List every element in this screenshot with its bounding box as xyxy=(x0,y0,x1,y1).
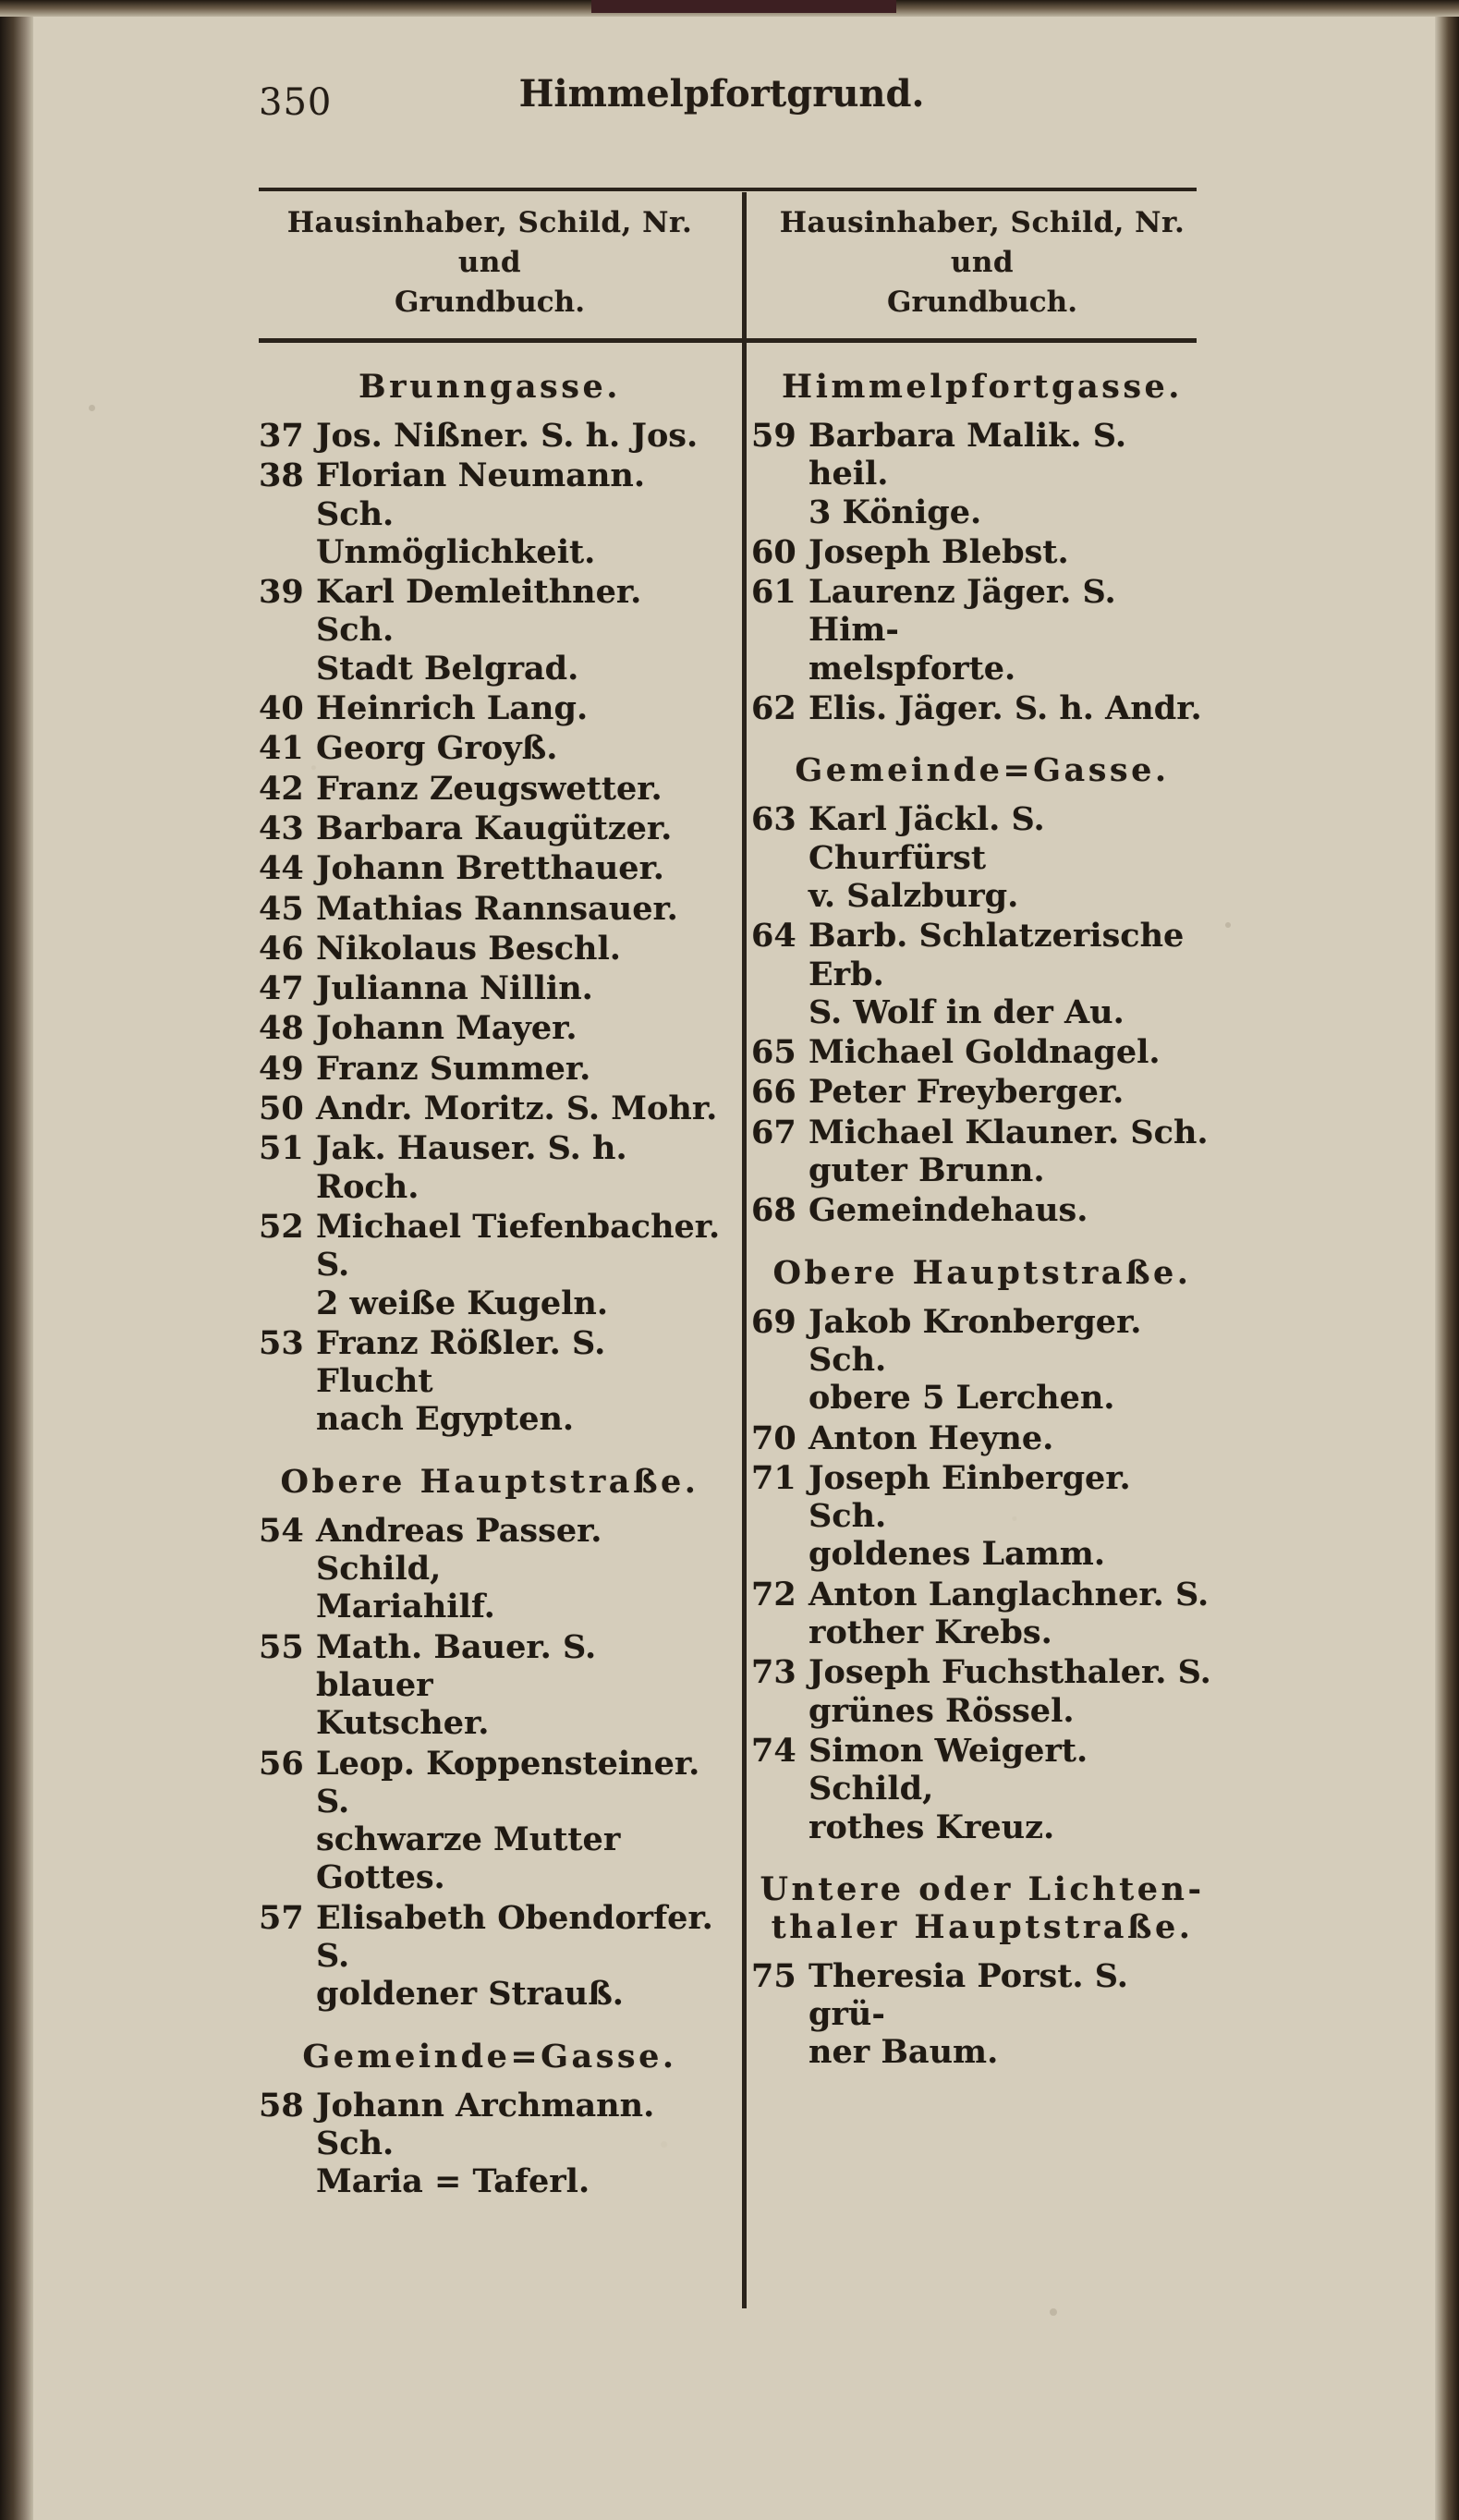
running-head xyxy=(227,72,1216,131)
owner-entry-continuation: Unmöglichkeit. xyxy=(316,532,596,571)
owner-entry-text: Peter Freyberger. xyxy=(809,1073,1125,1112)
house-number: 67 xyxy=(751,1113,796,1151)
list-item xyxy=(751,533,1213,571)
paper-speck xyxy=(1225,922,1231,928)
rule-top xyxy=(259,188,1197,191)
column-divider xyxy=(742,192,747,2308)
house-number: 44 xyxy=(259,849,304,888)
paper-speck xyxy=(89,405,95,411)
owner-entry-text: Florian Neumann. Sch. xyxy=(316,457,646,533)
house-number: 53 xyxy=(259,1323,304,1362)
owner-entry-text: Barbara Malik. S. heil. xyxy=(809,417,1127,493)
owner-entry-text: Karl Jäckl. S. Churfürst xyxy=(809,800,1045,877)
owner-entry-text: Joseph Blebst. xyxy=(809,532,1069,571)
owner-entry-continuation: Maria = Taferl. xyxy=(316,2162,590,2201)
house-number: 54 xyxy=(259,1511,304,1550)
house-number: 39 xyxy=(259,573,304,612)
list-item xyxy=(751,800,1213,915)
owner-entry-continuation: Mariahilf. xyxy=(316,1588,495,1626)
page-title: Himmelpfortgrund. xyxy=(518,72,925,116)
house-number: 49 xyxy=(259,1049,304,1088)
list-item xyxy=(259,417,721,455)
owner-entry-text: Math. Bauer. S. blauer xyxy=(316,1627,597,1704)
list-item xyxy=(259,1512,721,1626)
section-heading: Brunngasse. xyxy=(359,368,621,406)
house-number: 43 xyxy=(259,809,304,847)
table-header-right-line1: Hausinhaber, Schild, Nr. und xyxy=(779,206,1185,279)
house-number: 37 xyxy=(259,417,304,455)
list-item xyxy=(751,1459,1213,1574)
list-item xyxy=(259,1050,721,1088)
owner-entry-text: Elis. Jäger. S. h. Andr. xyxy=(809,689,1202,728)
house-number: 73 xyxy=(751,1653,796,1692)
scan-edge-left xyxy=(0,0,33,2520)
owner-entry-continuation: guter Brunn. xyxy=(809,1151,1045,1190)
owner-entry-text: Franz Rößler. S. Flucht xyxy=(316,1323,606,1401)
house-number: 68 xyxy=(751,1191,796,1230)
house-number: 69 xyxy=(751,1302,796,1341)
owner-entry-text: Georg Groyß. xyxy=(316,729,558,768)
owner-entry-text: Andreas Passer. Schild, xyxy=(316,1511,602,1589)
house-number: 38 xyxy=(259,457,304,495)
owner-entry-text: Jakob Kronberger. Sch. xyxy=(809,1302,1142,1379)
owner-entry-text: Johann Mayer. xyxy=(316,1009,578,1048)
house-number: 41 xyxy=(259,729,304,768)
scan-top-shadow xyxy=(591,0,896,13)
scan-edge-right xyxy=(1435,0,1459,2520)
section-heading: Gemeinde=Gasse. xyxy=(795,751,1170,790)
owner-entry-text: Jak. Hauser. S. h. Roch. xyxy=(316,1129,627,1206)
owner-entry-text: Anton Langlachner. S. xyxy=(809,1575,1210,1613)
owner-entry-text: Michael Klauner. Sch. xyxy=(809,1113,1209,1151)
owner-entry-continuation: 3 Könige. xyxy=(809,493,982,531)
owner-entry-continuation: goldener Strauß. xyxy=(316,1975,624,2014)
house-number: 70 xyxy=(751,1418,796,1457)
list-item xyxy=(259,1090,721,1127)
owner-entry-text: Johann Archmann. Sch. xyxy=(316,2086,655,2162)
house-number: 71 xyxy=(751,1458,796,1497)
owner-entry-continuation: rother Krebs. xyxy=(809,1613,1052,1652)
page-content xyxy=(227,72,1216,2201)
section-heading-line2: thaler Hauptstraße. xyxy=(771,1907,1194,1946)
house-number: 61 xyxy=(751,573,796,612)
house-number: 65 xyxy=(751,1033,796,1072)
list-item xyxy=(751,1732,1213,1846)
owner-entry-text: Laurenz Jäger. S. Him- xyxy=(809,573,1116,650)
house-number: 46 xyxy=(259,929,304,968)
owner-entry-text: Theresia Porst. S. grü- xyxy=(809,1956,1128,2034)
owner-entry-text: Karl Demleithner. Sch. xyxy=(316,573,642,650)
house-number: 48 xyxy=(259,1009,304,1048)
page-number: 350 xyxy=(259,81,333,124)
list-item xyxy=(259,890,721,928)
owner-entry-continuation: Kutscher. xyxy=(316,1704,490,1743)
house-number: 58 xyxy=(259,2086,304,2124)
owner-entry-text: Joseph Einberger. Sch. xyxy=(809,1458,1131,1536)
owner-entry-continuation: goldenes Lamm. xyxy=(809,1535,1105,1574)
list-item xyxy=(259,1129,721,1206)
list-item xyxy=(259,457,721,571)
owner-entry-continuation: Stadt Belgrad. xyxy=(316,649,579,688)
owner-entry-text: Johann Bretthauer. xyxy=(316,849,664,888)
list-item xyxy=(259,810,721,847)
owner-entry-continuation: v. Salzburg. xyxy=(809,876,1019,915)
house-number: 51 xyxy=(259,1129,304,1168)
owner-entry-text: Joseph Fuchsthaler. S. xyxy=(809,1653,1211,1692)
owner-entry-text: Heinrich Lang. xyxy=(316,689,589,728)
owner-entry-text: Gemeindehaus. xyxy=(809,1191,1088,1230)
list-item xyxy=(259,849,721,887)
house-number: 60 xyxy=(751,532,796,571)
owner-entry-text: Michael Tiefenbacher. S. xyxy=(316,1207,721,1284)
house-number: 45 xyxy=(259,889,304,928)
owner-entry-continuation: nach Egypten. xyxy=(316,1400,575,1439)
list-item xyxy=(259,573,721,688)
list-item xyxy=(751,1073,1213,1111)
owner-entry-text: Simon Weigert. Schild, xyxy=(809,1731,1088,1808)
owner-entry-continuation: schwarze Mutter Gottes. xyxy=(316,1820,621,1897)
owner-entry-text: Mathias Rannsauer. xyxy=(316,889,678,928)
list-item xyxy=(259,1745,721,1897)
list-item xyxy=(751,573,1213,688)
house-number: 42 xyxy=(259,769,304,808)
list-item xyxy=(751,1191,1213,1229)
list-item xyxy=(751,1419,1213,1457)
section-heading-line1: Untere oder Lichten- xyxy=(760,1869,1205,1908)
column-right xyxy=(751,355,1213,2074)
owner-entry-text: Franz Summer. xyxy=(316,1049,591,1088)
table-header-left-line1: Hausinhaber, Schild, Nr. und xyxy=(286,206,693,279)
list-item xyxy=(259,770,721,808)
column-left xyxy=(259,355,721,2202)
owner-entry-text: Franz Zeugswetter. xyxy=(316,769,663,808)
house-number: 56 xyxy=(259,1744,304,1783)
owner-entry-text: Andr. Moritz. S. Mohr. xyxy=(316,1090,718,1128)
section-heading: Gemeinde=Gasse. xyxy=(302,2037,677,2076)
owner-entry-text: Leop. Koppensteiner. S. xyxy=(316,1744,700,1820)
list-item xyxy=(751,689,1213,727)
house-number: 64 xyxy=(751,917,796,956)
list-item xyxy=(751,917,1213,1031)
list-item xyxy=(751,1303,1213,1418)
paper-speck xyxy=(1050,2308,1057,2316)
list-item xyxy=(751,1114,1213,1190)
list-item xyxy=(259,930,721,968)
section-heading: Obere Hauptstraße. xyxy=(280,1462,699,1501)
table-header-left xyxy=(259,203,721,322)
list-item xyxy=(259,1324,721,1439)
owner-entry-continuation: rothes Kreuz. xyxy=(809,1808,1055,1846)
owner-entry-text: Anton Heyne. xyxy=(809,1418,1054,1457)
house-number: 75 xyxy=(751,1956,796,1995)
list-item xyxy=(259,1009,721,1047)
owner-entry-text: Nikolaus Beschl. xyxy=(316,929,621,968)
house-number: 74 xyxy=(751,1731,796,1770)
owner-entry-continuation: ner Baum. xyxy=(809,2033,999,2072)
list-item xyxy=(751,1653,1213,1730)
house-number: 55 xyxy=(259,1627,304,1666)
owner-entry-text: Julianna Nillin. xyxy=(316,969,593,1008)
owner-entry-continuation: grünes Rössel. xyxy=(809,1691,1075,1730)
list-item xyxy=(751,1576,1213,1652)
list-item xyxy=(259,1628,721,1743)
house-number: 63 xyxy=(751,800,796,839)
owner-entry-text: Jos. Nißner. S. h. Jos. xyxy=(316,417,699,455)
table-header-left-line2: Grundbuch. xyxy=(395,285,585,319)
owner-entry-continuation: melspforte. xyxy=(809,649,1016,688)
list-item xyxy=(259,729,721,767)
owner-entry-text: Michael Goldnagel. xyxy=(809,1033,1161,1072)
table-header xyxy=(259,203,1197,333)
house-number: 50 xyxy=(259,1090,304,1128)
list-item xyxy=(751,1957,1213,2072)
house-number: 57 xyxy=(259,1898,304,1937)
owner-entry-text: Elisabeth Obendorfer. S. xyxy=(316,1898,713,1975)
section-heading: Obere Hauptstraße. xyxy=(772,1253,1192,1292)
section-heading: Himmelpfortgasse. xyxy=(782,368,1183,406)
house-number: 52 xyxy=(259,1207,304,1246)
owner-entry-continuation: obere 5 Lerchen. xyxy=(809,1379,1115,1418)
house-number: 47 xyxy=(259,969,304,1008)
table-header-right-line2: Grundbuch. xyxy=(887,285,1077,319)
list-item xyxy=(751,417,1213,531)
house-number: 72 xyxy=(751,1575,796,1613)
list-item xyxy=(259,2087,721,2201)
list-item xyxy=(259,1899,721,2014)
list-item xyxy=(259,1208,721,1322)
list-item xyxy=(751,1033,1213,1071)
house-number: 40 xyxy=(259,689,304,728)
owner-entry-continuation: 2 weiße Kugeln. xyxy=(316,1284,609,1322)
section-heading xyxy=(751,1870,1213,1946)
house-number: 59 xyxy=(751,417,796,455)
owner-entry-text: Barb. Schlatzerische Erb. xyxy=(809,917,1185,993)
table-header-right xyxy=(751,203,1213,322)
list-item xyxy=(259,969,721,1007)
house-number: 62 xyxy=(751,689,796,728)
rule-under-header xyxy=(259,338,1197,343)
house-number: 66 xyxy=(751,1073,796,1112)
book-page xyxy=(33,17,1435,2520)
owner-entry-continuation: S. Wolf in der Au. xyxy=(809,992,1125,1031)
owner-entry-text: Barbara Kaugützer. xyxy=(316,809,673,847)
list-item xyxy=(259,689,721,727)
